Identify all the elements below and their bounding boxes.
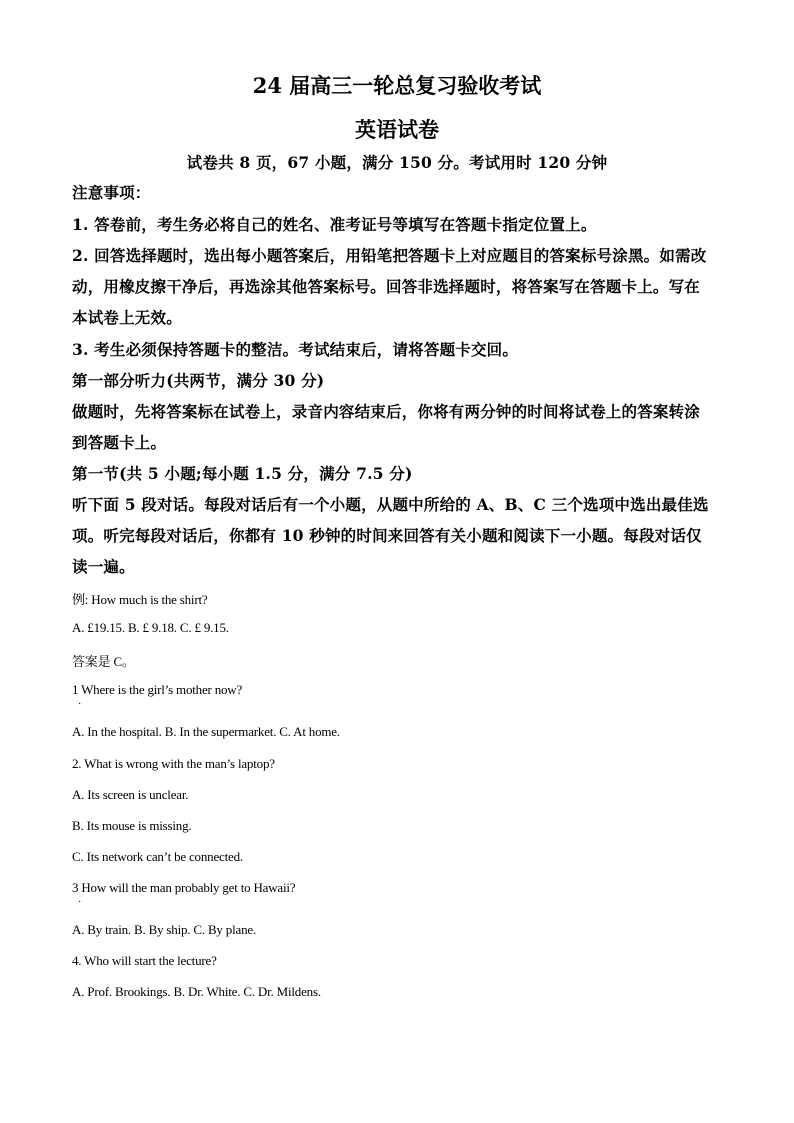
- question-3-options: A. By train. B. By ship. C. By plane.: [72, 922, 256, 937]
- section1-instruction-line-3: 读一遍。: [72, 557, 135, 576]
- note-item-2-line-1: 2. 回答选择题时，选出每小题答案后，用铅笔把答题卡上对应题目的答案标号涂黑。如需改: [72, 246, 707, 265]
- example-answer: 答案是 C。: [72, 654, 135, 669]
- question-4: 4. Who will start the lecture?: [72, 953, 217, 968]
- question-1: 1 Where is the girl’s mother now?: [72, 682, 243, 697]
- exam-subtitle: 英语试卷: [355, 117, 439, 142]
- question-2-option-a: A. Its screen is unclear.: [72, 787, 189, 802]
- section1-instruction-line-1: 听下面 5 段对话。每段对话后有一个小题，从题中所给的 A、B、C 三个选项中选出最佳选: [72, 495, 709, 514]
- question-2-option-c: C. Its network can’t be connected.: [72, 849, 243, 864]
- question-2-option-b: B. Its mouse is missing.: [72, 818, 192, 833]
- question-4-options: A. Prof. Brookings. B. Dr. White. C. Dr. Mildens.: [72, 984, 321, 999]
- note-item-1: 1. 答卷前，考生务必将自己的姓名、准考证号等填写在答题卡指定位置上。: [72, 215, 597, 234]
- exam-title: 24 届高三一轮总复习验收考试: [252, 73, 542, 98]
- question-1-options: A. In the hospital. B. In the supermarket. C. At home.: [72, 724, 340, 739]
- section1-heading: 第一节(共 5 小题;每小题 1.5 分，满分 7.5 分): [72, 464, 413, 483]
- part1-instruction-line-1: 做题时，先将答案标在试卷上，录音内容结束后，你将有两分钟的时间将试卷上的答案转涂: [72, 402, 701, 421]
- example-question: 例: How much is the shirt?: [72, 592, 208, 607]
- notes-heading: 注意事项：: [72, 183, 151, 202]
- section1-instruction-line-2: 项。听完每段对话后，你都有 10 秒钟的时间来回答有关小题和阅读下一小题。每段对话仅: [72, 526, 702, 545]
- note-item-3: 3. 考生必须保持答题卡的整洁。考试结束后，请将答题卡交回。: [72, 340, 519, 359]
- question-2: 2. What is wrong with the man’s laptop?: [72, 756, 275, 771]
- part1-instruction-line-2: 到答题卡上。: [72, 433, 167, 452]
- note-item-2-line-2: 动，用橡皮擦干净后，再选涂其他答案标号。回答非选择题时，将答案写在答题卡上。写在: [72, 277, 701, 296]
- question-number-dot: ·: [78, 897, 82, 908]
- note-item-2-line-3: 本试卷上无效。: [72, 308, 182, 327]
- question-3: 3 How will the man probably get to Hawaii?: [72, 880, 296, 895]
- example-options: A. £19.15. B. £ 9.18. C. £ 9.15.: [72, 620, 229, 635]
- question-number-dot: ·: [78, 699, 82, 710]
- exam-info: 试卷共 8 页，67 小题，满分 150 分。考试用时 120 分钟: [186, 153, 608, 172]
- part1-heading: 第一部分听力(共两节，满分 30 分): [72, 371, 325, 390]
